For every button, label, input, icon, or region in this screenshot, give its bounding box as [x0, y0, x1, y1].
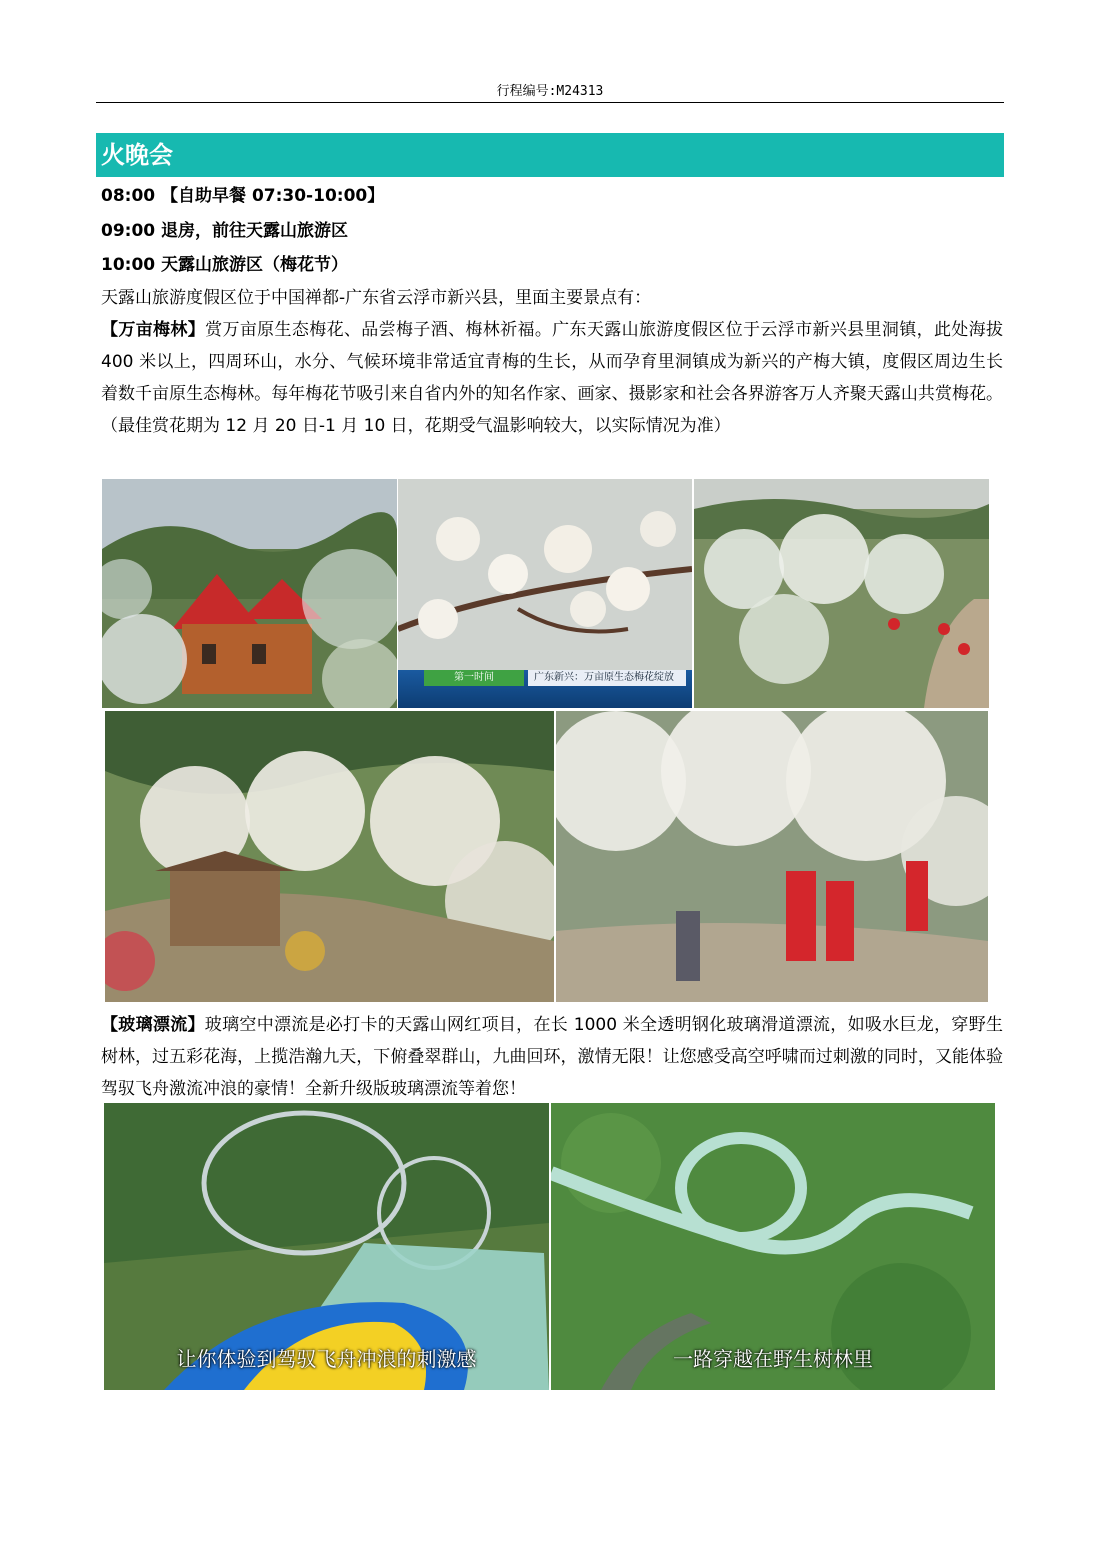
schedule-item-checkout: 09:00 退房，前往天露山旅游区 — [101, 221, 349, 241]
plum-forest-text: 赏万亩原生态梅花、品尝梅子酒、梅林祈福。广东天露山旅游度假区位于云浮市新兴县里洞镇，此处海拔 400 米以上，四周环山，水分、气候环境非常适宜青梅的生长，从而孕育里洞镇成为新兴的产梅大镇，度假区周边生长着数千亩原生态梅林。每年梅花节吸引来自省内外的知名作家、画家、摄影家和社会各界游客万人齐聚天露山共赏梅花。（最佳赏花期为 12 月 20 日-1 月 10 日，花期受气温影响较大，以实际情况为准） — [101, 320, 1004, 436]
plum-forest-paragraph — [101, 314, 1003, 442]
schedule-item-breakfast: 08:00 【自助早餐 07:30-10:00】 — [101, 186, 385, 206]
photo-glass-slide-pov — [104, 1103, 549, 1390]
photo-plum-tv-closeup — [398, 479, 692, 708]
tv-headline: 广东新兴：万亩原生态梅花绽放 — [528, 670, 686, 686]
photo-glass-slide-aerial — [551, 1103, 995, 1390]
plum-forest-label: 【万亩梅林】 — [101, 320, 206, 340]
photo-plum-hillside-visitors — [694, 479, 989, 708]
photo-plum-tourists — [556, 711, 988, 1002]
photo-plum-pavilion — [105, 711, 554, 1002]
schedule-item-tianlushan: 10:00 天露山旅游区（梅花节） — [101, 255, 349, 275]
header-divider — [96, 102, 1004, 103]
caption-glass-slide-pov: 让你体验到驾驭飞舟冲浪的刺激感 — [176, 1347, 477, 1371]
glass-rafting-text: 玻璃空中漂流是必打卡的天露山网红项目，在长 1000 米全透明钢化玻璃滑道漂流，如吸水巨龙，穿野生树林，过五彩花海，上揽浩瀚九天，下俯叠翠群山，九曲回环，激情无限！让您感受高空呼啸而过刺激的同时，又能体验驾驭飞舟激流冲浪的豪情！全新升级版玻璃漂流等着您！ — [101, 1015, 1003, 1099]
caption-glass-slide-aerial: 一路穿越在野生树林里 — [673, 1347, 873, 1371]
intro-paragraph: 天露山旅游度假区位于中国禅都-广东省云浮市新兴县，里面主要景点有： — [101, 288, 652, 308]
photo-plum-chalet — [102, 479, 397, 708]
tv-program-tag: 第一时间 — [424, 670, 524, 686]
glass-rafting-paragraph — [101, 1009, 1003, 1105]
section-title-banner: 火晚会 — [96, 133, 1004, 177]
glass-rafting-label: 【玻璃漂流】 — [101, 1015, 205, 1035]
itinerary-code: 行程编号:M24313 — [496, 84, 604, 99]
